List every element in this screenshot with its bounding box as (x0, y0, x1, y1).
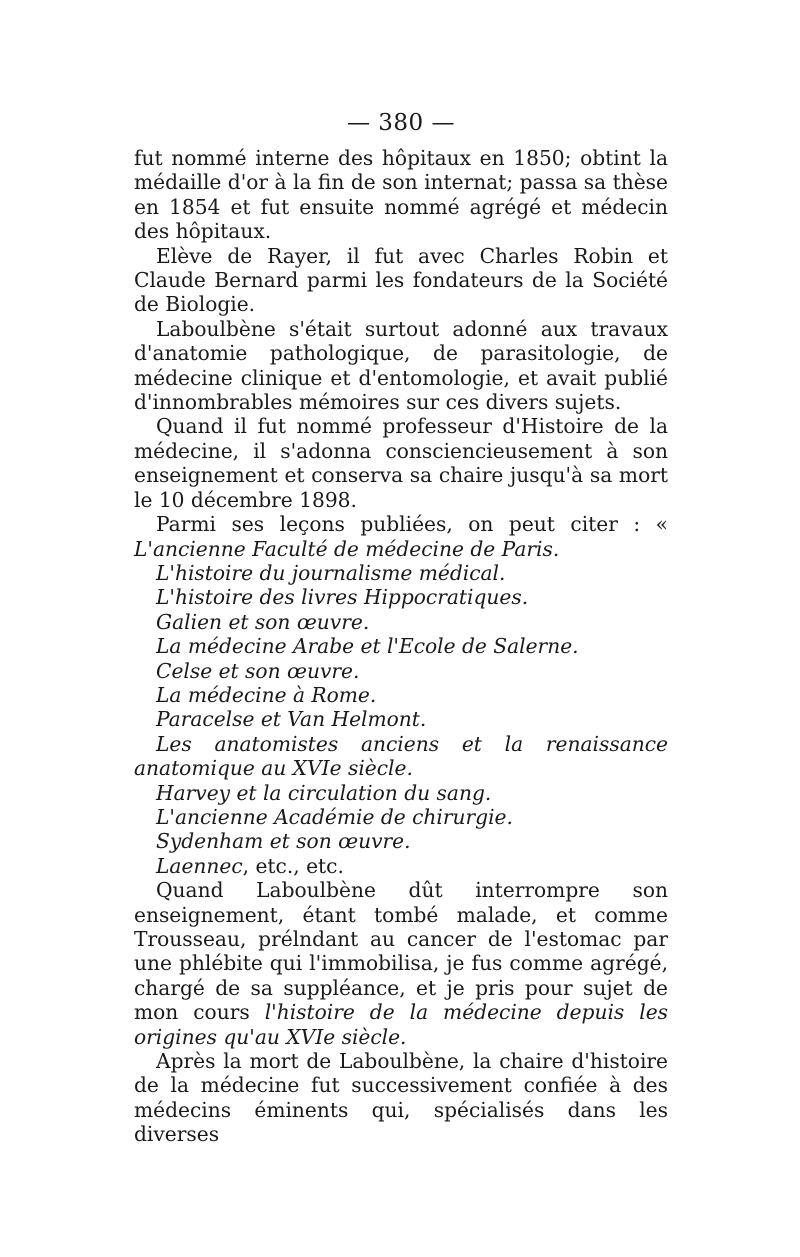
lesson-title-first: L'ancienne Faculté de médecine de Paris. (134, 536, 560, 561)
book-page (134, 108, 668, 1147)
lesson-title: Paracelse et Van Helmont. (156, 707, 427, 732)
lessons-list (134, 561, 668, 878)
lesson-title: La médecine Arabe et l'Ecole de Salerne. (156, 634, 579, 659)
lessons-intro-text: Parmi ses leçons publiées, on peut citer : « (156, 512, 668, 537)
lesson-title: Celse et son œuvre. (156, 658, 360, 683)
lesson-title: L'histoire du journalisme médical. (156, 560, 506, 585)
paragraph-career: fut nommé interne des hôpitaux en 1850; obtint la médaille d'or à la fin de son internat; passa sa thèse en 1854 et fut ensuite nommé agrégé et médecin des hôpitaux. (134, 146, 668, 244)
paragraph-lessons-intro (134, 512, 668, 561)
succession-text: Quand Laboulbène dût interrompre son enseignement, étant tombé malade, et comme Trousseau, prélndant au cancer de l'estomac par une phlébite qui l'immobilisa, je fus comme agrégé, chargé de sa suppléance, et je pris pour sujet de mon cours (134, 878, 668, 1025)
paragraph-research: Laboulbène s'était surtout adonné aux travaux d'anatomie pathologique, de parasitologie, de médecine clinique et d'entomologie, et avait publié d'innombrables mémoires sur ces divers sujets. (134, 316, 668, 415)
lesson-etc: , etc., etc. (242, 853, 344, 878)
lesson-title: Les anatomistes anciens et la renaissance anatomique au XVIe siècle. (134, 731, 668, 781)
lesson-title-last (134, 854, 668, 878)
paragraph-professorship: Quand il fut nommé professeur d'Histoire de la médecine, il s'adonna consciencieusement à son enseignement et conserva sa chaire jusqu'à sa mort le 10 décembre 1898. (134, 414, 668, 512)
lesson-laennec: Laennec (156, 853, 243, 878)
paragraph-succession (134, 878, 668, 1049)
lesson-title: Galien et son œuvre. (156, 609, 370, 634)
page-body (134, 146, 668, 1147)
paragraph-after-death: Après la mort de Laboulbène, la chaire d'histoire de la médecine fut successivement confiée à des médecins éminents qui, spécialisés dans les diverses (134, 1049, 668, 1147)
lesson-title: Harvey et la circulation du sang. (156, 780, 492, 805)
lesson-title: La médecine à Rome. (156, 682, 377, 707)
lesson-title: Sydenham et son œuvre. (156, 829, 411, 854)
lesson-title: L'ancienne Académie de chirurgie. (156, 804, 513, 829)
lesson-title: L'histoire des livres Hippocratiques. (156, 585, 529, 610)
paragraph-rayer: Elève de Rayer, il fut avec Charles Robin et Claude Bernard parmi les fondateurs de la Société de Biologie. (134, 243, 668, 317)
page-number: — 380 — (346, 110, 456, 136)
course-title: l'histoire de la médecine depuis les origines qu'au XVIe siècle. (134, 1000, 669, 1049)
